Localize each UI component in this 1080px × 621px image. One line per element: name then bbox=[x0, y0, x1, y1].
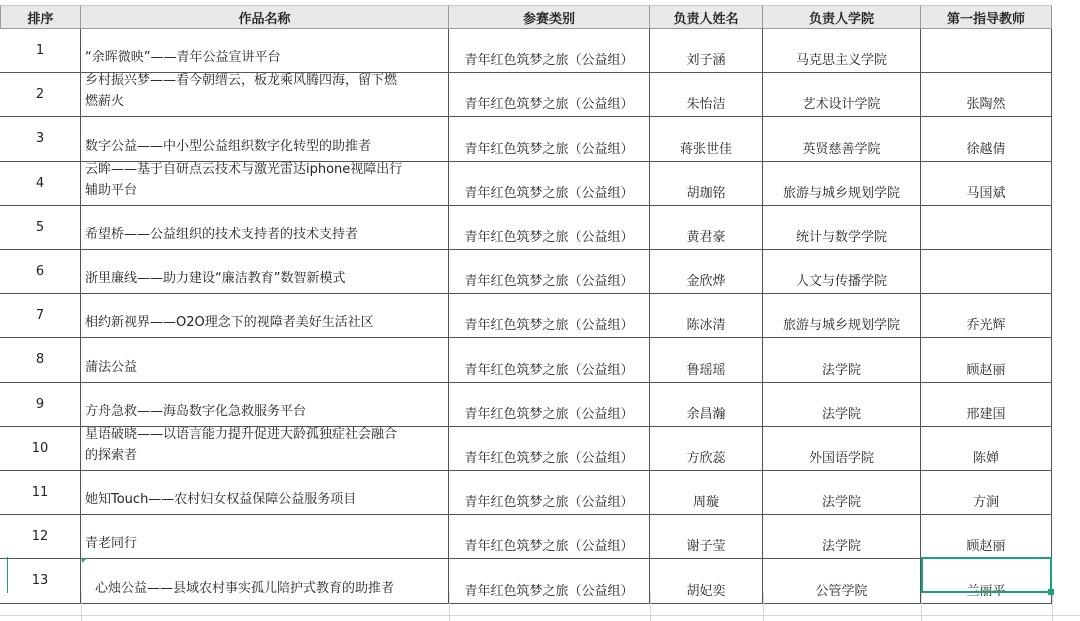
project-name-text: 她知Touch——农村妇女权益保障公益服务项目 bbox=[85, 492, 357, 507]
name-cell[interactable] bbox=[81, 515, 449, 559]
table-row bbox=[0, 250, 1080, 294]
row-selection-indicator bbox=[7, 557, 8, 593]
college-cell[interactable] bbox=[763, 427, 921, 471]
category-text: 青年红色筑梦之旅（公益组） bbox=[464, 584, 634, 599]
name-cell[interactable] bbox=[81, 294, 449, 338]
rank-text: 1 bbox=[35, 43, 45, 58]
category-cell[interactable] bbox=[449, 117, 650, 162]
advisor-text: 张陶然 bbox=[966, 97, 1006, 112]
leader-text: 朱怡洁 bbox=[686, 97, 726, 112]
project-name-text: 乡村振兴梦——看今朝缙云，板龙乘风腾四海，留下燃 bbox=[85, 73, 398, 88]
rank-text: 11 bbox=[31, 485, 49, 500]
table-row bbox=[0, 338, 1080, 383]
leader-cell[interactable] bbox=[650, 117, 763, 162]
rank-cell[interactable] bbox=[0, 73, 81, 117]
college-cell[interactable] bbox=[763, 73, 921, 117]
project-name-text: 浙里廉线——助力建设“廉洁教育”数智新模式 bbox=[85, 271, 346, 286]
grid-line bbox=[1052, 593, 1053, 621]
college-text: 法学院 bbox=[821, 363, 861, 378]
category-text: 青年红色筑梦之旅（公益组） bbox=[464, 407, 634, 422]
category-cell[interactable] bbox=[449, 206, 650, 250]
college-cell[interactable] bbox=[763, 383, 921, 427]
rank-cell[interactable] bbox=[0, 206, 81, 250]
project-name-text: 方舟急救——海岛数字化急救服务平台 bbox=[85, 404, 307, 419]
leader-cell[interactable] bbox=[650, 427, 763, 471]
table-row bbox=[0, 559, 1080, 604]
project-name-text: 希望桥——公益组织的技术支持者的技术支持者 bbox=[85, 227, 359, 242]
college-cell[interactable] bbox=[763, 250, 921, 294]
advisor-cell[interactable] bbox=[921, 427, 1052, 471]
category-text: 青年红色筑梦之旅（公益组） bbox=[464, 318, 634, 333]
advisor-text: 顾赵丽 bbox=[966, 363, 1006, 378]
college-text: 旅游与城乡规划学院 bbox=[782, 186, 900, 201]
advisor-text: 陈婵 bbox=[972, 451, 999, 466]
college-cell[interactable] bbox=[763, 515, 921, 559]
name-cell[interactable] bbox=[81, 29, 449, 73]
advisor-cell[interactable] bbox=[921, 515, 1052, 559]
leader-text: 蒋张世佳 bbox=[679, 142, 732, 157]
project-name-text: 辅助平台 bbox=[85, 183, 138, 198]
leader-cell[interactable] bbox=[650, 471, 763, 515]
rank-cell[interactable] bbox=[0, 29, 81, 73]
college-cell[interactable] bbox=[763, 471, 921, 515]
project-name-text: 蒲法公益 bbox=[85, 360, 138, 375]
advisor-cell[interactable] bbox=[921, 250, 1052, 294]
leader-cell[interactable] bbox=[650, 73, 763, 117]
college-cell[interactable] bbox=[763, 338, 921, 383]
category-cell[interactable] bbox=[449, 471, 650, 515]
name-cell[interactable] bbox=[81, 117, 449, 162]
table-row bbox=[0, 162, 1080, 206]
rank-cell[interactable] bbox=[0, 515, 81, 559]
college-text: 统计与数学学院 bbox=[795, 230, 887, 245]
category-cell[interactable] bbox=[449, 383, 650, 427]
category-text: 青年红色筑梦之旅（公益组） bbox=[464, 53, 634, 68]
name-cell[interactable] bbox=[81, 73, 449, 117]
rank-cell[interactable] bbox=[0, 117, 81, 162]
category-text: 青年红色筑梦之旅（公益组） bbox=[464, 363, 634, 378]
leader-text: 鲁瑶瑶 bbox=[686, 363, 726, 378]
college-cell[interactable] bbox=[763, 162, 921, 206]
project-name-text: 心烛公益——县域农村事实孤儿陪护式教育的助推者 bbox=[95, 581, 395, 596]
advisor-cell[interactable] bbox=[921, 338, 1052, 383]
leader-cell[interactable] bbox=[650, 294, 763, 338]
rank-text: 9 bbox=[35, 397, 45, 412]
table-row bbox=[0, 427, 1080, 471]
rank-cell[interactable] bbox=[0, 250, 81, 294]
leader-cell[interactable] bbox=[650, 250, 763, 294]
name-cell[interactable] bbox=[81, 206, 449, 250]
college-text: 公管学院 bbox=[815, 584, 868, 599]
rank-text: 8 bbox=[35, 352, 45, 367]
advisor-cell[interactable] bbox=[921, 471, 1052, 515]
college-column-header[interactable]: 负责人学院 bbox=[763, 5, 921, 29]
leader-text: 刘子涵 bbox=[686, 53, 726, 68]
table-row bbox=[0, 471, 1080, 515]
rank-text: 5 bbox=[35, 220, 45, 235]
category-text: 青年红色筑梦之旅（公益组） bbox=[464, 186, 634, 201]
leader-text: 周璇 bbox=[692, 495, 719, 510]
advisor-text: 兰丽平 bbox=[966, 584, 1006, 599]
category-cell[interactable] bbox=[449, 515, 650, 559]
advisor-column-header[interactable]: 第一指导教师 bbox=[921, 5, 1052, 29]
leader-column-header[interactable]: 负责人姓名 bbox=[650, 5, 763, 29]
advisor-cell[interactable] bbox=[921, 117, 1052, 162]
leader-cell[interactable] bbox=[650, 338, 763, 383]
name-cell[interactable] bbox=[81, 338, 449, 383]
leader-text: 金欣烨 bbox=[686, 274, 726, 289]
advisor-text: 方涧 bbox=[972, 495, 999, 510]
college-cell[interactable] bbox=[763, 294, 921, 338]
category-text: 青年红色筑梦之旅（公益组） bbox=[464, 97, 634, 112]
table-row bbox=[0, 29, 1080, 73]
project-name-text: 燃薪火 bbox=[85, 94, 125, 109]
advisor-text: 顾赵丽 bbox=[966, 539, 1006, 554]
leader-cell[interactable] bbox=[650, 383, 763, 427]
college-text: 马克思主义学院 bbox=[795, 53, 887, 68]
grid-line bbox=[650, 593, 651, 621]
cell-comment-marker-icon bbox=[82, 558, 87, 563]
category-text: 青年红色筑梦之旅（公益组） bbox=[464, 451, 634, 466]
table-row bbox=[0, 73, 1080, 117]
category-column-header[interactable]: 参赛类别 bbox=[449, 5, 650, 29]
advisor-cell[interactable] bbox=[921, 294, 1052, 338]
rank-text: 6 bbox=[35, 264, 45, 279]
category-cell[interactable] bbox=[449, 427, 650, 471]
category-cell[interactable] bbox=[449, 29, 650, 73]
leader-text: 胡妃奕 bbox=[686, 584, 726, 599]
rank-cell[interactable] bbox=[0, 559, 81, 604]
category-cell[interactable] bbox=[449, 162, 650, 206]
category-text: 青年红色筑梦之旅（公益组） bbox=[464, 142, 634, 157]
category-text: 青年红色筑梦之旅（公益组） bbox=[464, 230, 634, 245]
advisor-cell[interactable] bbox=[921, 206, 1052, 250]
category-cell[interactable] bbox=[449, 73, 650, 117]
rank-text: 3 bbox=[35, 131, 45, 146]
leader-cell[interactable] bbox=[650, 206, 763, 250]
category-text: 青年红色筑梦之旅（公益组） bbox=[464, 495, 634, 510]
rank-cell[interactable] bbox=[0, 427, 81, 471]
leader-cell[interactable] bbox=[650, 162, 763, 206]
college-text: 旅游与城乡规划学院 bbox=[782, 318, 900, 333]
leader-text: 谢子莹 bbox=[686, 539, 726, 554]
name-cell[interactable] bbox=[81, 427, 449, 471]
college-cell[interactable] bbox=[763, 29, 921, 73]
project-name-column-header[interactable]: 作品名称 bbox=[81, 5, 449, 29]
name-cell[interactable] bbox=[81, 471, 449, 515]
project-name-text: 相约新视界——O2O理念下的视障者美好生活社区 bbox=[85, 315, 374, 330]
college-text: 英贤慈善学院 bbox=[802, 142, 881, 157]
advisor-cell[interactable] bbox=[921, 73, 1052, 117]
name-cell[interactable] bbox=[81, 559, 449, 604]
leader-cell[interactable] bbox=[650, 29, 763, 73]
leader-cell[interactable] bbox=[650, 515, 763, 559]
advisor-text: 徐越倩 bbox=[966, 142, 1006, 157]
rank-cell[interactable] bbox=[0, 383, 81, 427]
table-row bbox=[0, 294, 1080, 338]
category-cell[interactable] bbox=[449, 338, 650, 383]
project-name-text: 的探索者 bbox=[85, 448, 138, 463]
category-cell[interactable] bbox=[449, 294, 650, 338]
rank-text: 2 bbox=[35, 87, 45, 102]
leader-text: 余昌瀚 bbox=[686, 407, 726, 422]
rank-text: 12 bbox=[31, 529, 49, 544]
rank-cell[interactable] bbox=[0, 162, 81, 206]
leader-text: 陈冰清 bbox=[686, 318, 726, 333]
category-text: 青年红色筑梦之旅（公益组） bbox=[464, 539, 634, 554]
name-cell[interactable] bbox=[81, 250, 449, 294]
advisor-cell[interactable] bbox=[921, 383, 1052, 427]
rank-cell[interactable] bbox=[0, 338, 81, 383]
college-text: 法学院 bbox=[821, 407, 861, 422]
advisor-text: 乔光辉 bbox=[966, 318, 1006, 333]
advisor-text: 马国斌 bbox=[966, 186, 1006, 201]
grid-line bbox=[81, 593, 82, 621]
project-name-text: 青老同行 bbox=[85, 536, 138, 551]
college-text: 艺术设计学院 bbox=[802, 97, 881, 112]
leader-text: 黄君豪 bbox=[686, 230, 726, 245]
table-row bbox=[0, 117, 1080, 162]
grid-line bbox=[0, 615, 1080, 616]
project-name-text: 云眸——基于自研点云技术与激光雷达iphone视障出行 bbox=[85, 162, 403, 177]
name-cell[interactable] bbox=[81, 383, 449, 427]
project-name-text: “余晖微映”——青年公益宣讲平台 bbox=[85, 50, 281, 65]
rank-column-header[interactable]: 排序 bbox=[0, 5, 81, 29]
table-row bbox=[0, 206, 1080, 250]
advisor-text: 邢建国 bbox=[966, 407, 1006, 422]
selected-cell-outline[interactable] bbox=[921, 557, 1052, 593]
rank-cell[interactable] bbox=[0, 294, 81, 338]
college-text: 人文与传播学院 bbox=[795, 274, 887, 289]
category-cell[interactable] bbox=[449, 559, 650, 604]
grid-line bbox=[921, 593, 922, 621]
advisor-cell[interactable] bbox=[921, 162, 1052, 206]
rank-text: 4 bbox=[35, 176, 45, 191]
college-cell[interactable] bbox=[763, 206, 921, 250]
table-row bbox=[0, 383, 1080, 427]
project-name-text: 数字公益——中小型公益组织数字化转型的助推者 bbox=[85, 139, 372, 154]
name-cell[interactable] bbox=[81, 162, 449, 206]
college-cell[interactable] bbox=[763, 559, 921, 604]
leader-cell[interactable] bbox=[650, 559, 763, 604]
college-text: 法学院 bbox=[821, 539, 861, 554]
grid-line bbox=[763, 593, 764, 621]
grid-line bbox=[449, 593, 450, 621]
leader-text: 胡珈铭 bbox=[686, 186, 726, 201]
rank-text: 7 bbox=[35, 308, 45, 323]
college-cell[interactable] bbox=[763, 117, 921, 162]
college-text: 外国语学院 bbox=[808, 451, 874, 466]
category-text: 青年红色筑梦之旅（公益组） bbox=[464, 274, 634, 289]
project-name-text: 星语破晓——以语言能力提升促进大龄孤独症社会融合 bbox=[85, 427, 398, 442]
fill-handle[interactable] bbox=[1048, 589, 1054, 595]
category-cell[interactable] bbox=[449, 250, 650, 294]
rank-text: 10 bbox=[31, 441, 49, 456]
leader-text: 方欣蕊 bbox=[686, 451, 726, 466]
college-text: 法学院 bbox=[821, 495, 861, 510]
advisor-cell[interactable] bbox=[921, 29, 1052, 73]
rank-cell[interactable] bbox=[0, 471, 81, 515]
table-row bbox=[0, 515, 1080, 559]
rank-text: 13 bbox=[31, 573, 49, 588]
